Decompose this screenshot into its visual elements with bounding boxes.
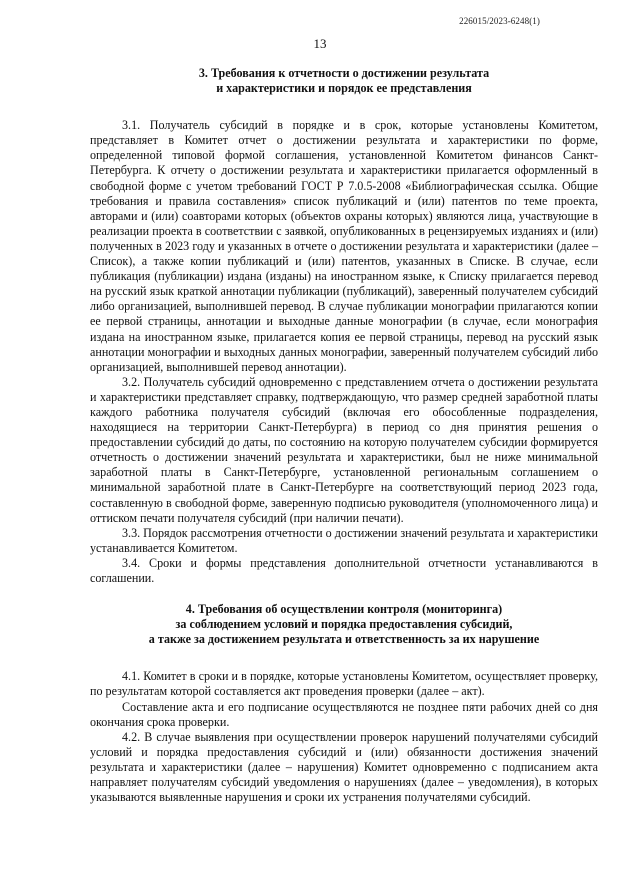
paragraph-4-1: 4.1. Комитет в сроки и в порядке, которые установлены Комитетом, осуществляет проверку, по результатам которой составляется акт проведения проверки (далее – акт). [90,669,598,699]
paragraph-3-3: 3.3. Порядок рассмотрения отчетности о достижении значений результата и характеристики устанавливается Комитетом. [90,525,598,555]
paragraph-3-1: 3.1. Получатель субсидий в порядке и в срок, которые установлены Комитетом, представляет в Комитет отчет о достижении результата и характеристики по форме, определенной типовой формой соглашения, установленной Комитетом финансов Санкт-Петербурга. К отчету о достижении результата и характеристики прилагается оформленный в свободной форме с учетом требований ГОСТ Р 7.0.5-2008 «Библиографическая ссылка. Общие требования и правила составления» список публикаций и (или) патентов по теме проекта, авторами и (или) соавторами которых (объектов охраны которых) являются лица, участвующие в реализации проекта в соответствии с заявкой, опубликованных в рецензируемых изданиях и (или) полученных в 2023 году и указанных в отчете о достижении результата и характеристики (далее – Список), а также копии публикаций и (или) патентов, указанных в Списке. В случае, если публикация (публикации) издана (изданы) на иностранном языке, к Списку прилагается перевод на русский язык краткой аннотации публикации (публикаций), заверенный получателем субсидий либо организацией, выполнившей перевод. В случае публикации монографии прилагаются копии ее первой страницы, аннотации и выходные данные монографии (в случае, если монография издана на иностранном языке, прилагается копия ее первой страницы, перевод на русский язык аннотации монографии и выходных данных монографии, заверенный получателем субсидий либо организацией, выполнившей перевод аннотации). [90,118,598,374]
section-4-heading [90,602,598,647]
section-3-title-line-1: 3. Требования к отчетности о достижении результата [198,66,490,80]
section-3-heading [90,66,598,96]
page-number: 13 [313,36,327,51]
section-3-title-line-2: и характеристики и порядок ее представления [216,81,472,96]
section-4-title-line-3: а также за достижением результата и ответственность за их нарушение [148,632,540,647]
paragraph-4-2: 4.2. В случае выявления при осуществлении проверок нарушений получателями субсидий условий и порядка предоставления субсидий и (или) обязанности достижения значений результата и характеристики (далее – нарушения) Комитет одновременно с подписанием акта направляет получателям субсидий уведомления о нарушениях (далее – уведомления), в которых указываются выявленные нарушения и сроки их устранения получателями субсидий. [90,729,598,805]
section-4-title-line-1: 4. Требования об осуществлении контроля (мониторинга) [185,602,503,617]
document-body [90,66,598,805]
document-registration-number: 226015/2023-6248(1) [459,16,540,26]
paragraph-3-4: 3.4. Сроки и формы представления дополнительной отчетности устанавливаются в соглашении. [90,555,598,585]
paragraph-3-2: 3.2. Получатель субсидий одновременно с представлением отчета о достижении результата и характеристики представляет справку, подтверждающую, что размер средней заработной платы каждого работника получателя субсидий (включая его обособленные подразделения, находящиеся на территории Санкт-Петербурга) в период со дня принятия решения о предоставлении субсидий до даты, по состоянию на которую получателем субсидии формируется отчетность о достижении значений результата и характеристики, был не ниже минимальной заработной платы в Санкт-Петербурге, установленной региональным соглашением о минимальной заработной плате в Санкт-Петербурге на соответствующий период 2023 года, составленную в свободной форме, заверенную подписью руководителя (уполномоченного лица) и оттиском печати получателя субсидий (при наличии печати). [90,374,598,525]
paragraph-4-1-signing: Составление акта и его подписание осуществляются не позднее пяти рабочих дней со дня окончания срока проверки. [90,699,598,729]
section-4-title-line-2: за соблюдением условий и порядка предоставления субсидий, [175,617,513,632]
